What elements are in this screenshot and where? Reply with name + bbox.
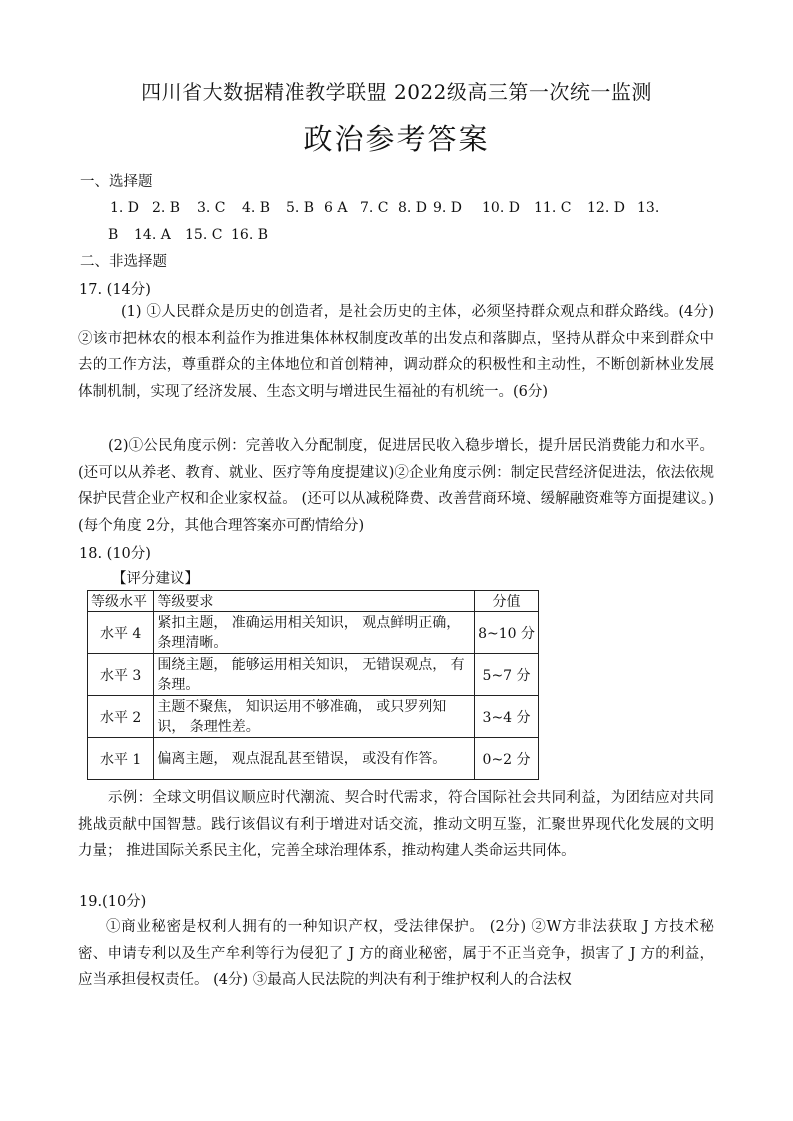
score-cell: 5~7 分 — [475, 654, 539, 696]
requirement-cell: 偏离主题， 观点混乱甚至错误， 或没有作答。 — [154, 738, 475, 780]
answer-item: 16. B — [231, 227, 269, 243]
column-header-level: 等级水平 — [88, 591, 154, 612]
rubric-title: 【评分建议】 — [112, 571, 199, 587]
question-19-text: ①商业秘密是权利人拥有的一种知识产权，受法律保护。 (2分) ②W方非法获取 J 方技术秘密、申请专利以及生产牟利等行为侵犯了 J 方的商业秘密，属于不正当竞争，损害了 J 方的利益，应当承担侵权责任。 (4分) ③最高人民法院的判决有利于维护权利人的合法权 — [78, 919, 714, 988]
score-cell: 8~10 分 — [475, 612, 539, 654]
level-cell: 水平 4 — [88, 612, 154, 654]
answer-item: B — [108, 227, 119, 243]
exam-title: 四川省大数据精准教学联盟 2022级高三第一次统一监测 — [141, 80, 652, 104]
score-cell: 3~4 分 — [475, 696, 539, 738]
table-row — [88, 612, 539, 654]
requirement-cell: 主题不聚焦， 知识运用不够准确， 或只罗列知识， 条理性差。 — [154, 696, 475, 738]
question-18-example: 示例：全球文明倡议顺应时代潮流、契合时代需求，符合国际社会共同利益，为团结应对共同挑战贡献中国智慧。践行该倡议有利于增进对话交流，推动文明互鉴，汇聚世界现代化发展的文明力量； 推进国际关系民主化，完善全球治理体系，推动构建人类命运共同体。 — [78, 790, 714, 859]
table-row — [88, 654, 539, 696]
answer-item: 6 A — [324, 200, 348, 216]
table-header-row — [88, 591, 539, 612]
question-17-part-1: (1) ①人民群众是历史的创造者，是社会历史的主体，必须坚持群众观点和群众路线。(4分) ②该市把林农的根本利益作为推进集体林权制度改革的出发点和落脚点，坚持从群众中来到群众中去的工作方法，尊重群众的主体地位和首创精神，调动群众的积极性和主动性，不断创新林业发展体制机制，实现了经济发展、生态文明与增进民生福祉的有机统一。(6分) — [78, 304, 714, 400]
level-cell: 水平 1 — [88, 738, 154, 780]
table-row — [88, 696, 539, 738]
answer-item: 5. B — [286, 200, 315, 216]
section-heading-nonchoice: 二、非选择题 — [80, 254, 167, 270]
answer-item: 9. D — [433, 200, 463, 216]
answer-item: 7. C — [360, 200, 389, 216]
answer-item: 8. D — [398, 200, 428, 216]
answer-item: 13. — [637, 200, 660, 216]
score-cell: 0~2 分 — [475, 738, 539, 780]
answer-item: 4. B — [242, 200, 271, 216]
column-header-score: 分值 — [475, 591, 539, 612]
scoring-rubric-table — [87, 590, 539, 780]
answer-item: 14. A — [134, 227, 171, 243]
requirement-cell: 紧扣主题， 准确运用相关知识， 观点鲜明正确， 条理清晰。 — [154, 612, 475, 654]
page-title: 政治参考答案 — [303, 122, 490, 156]
level-cell: 水平 2 — [88, 696, 154, 738]
question-17-part-2: (2)①公民角度示例：完善收入分配制度，促进居民收入稳步增长，提升居民消费能力和水平。 (还可以从养老、教育、就业、医疗等角度提建议)②企业角度示例：制定民营经济促进法，依法依规保护民营企业产权和企业家权益。 (还可以从减税降费、改善营商环境、缓解融资难等方面提建议。) (每个角度 2分，其他合理答案亦可酌情给分) — [78, 438, 714, 534]
section-heading-choice: 一、选择题 — [80, 174, 153, 190]
answer-item: 3. C — [197, 200, 226, 216]
question-18-label: 18. (10分) — [79, 546, 151, 562]
answer-item: 2. B — [152, 200, 181, 216]
answer-item: 11. C — [534, 200, 572, 216]
requirement-cell: 围绕主题， 能够运用相关知识， 无错误观点， 有条理。 — [154, 654, 475, 696]
table-row — [88, 738, 539, 780]
level-cell: 水平 3 — [88, 654, 154, 696]
answer-item: 15. C — [185, 227, 223, 243]
answer-item: 12. D — [587, 200, 625, 216]
answer-item: 1. D — [110, 200, 140, 216]
column-header-requirement: 等级要求 — [154, 591, 475, 612]
question-19-label: 19.(10分) — [79, 894, 147, 910]
question-17-label: 17. (14分) — [79, 282, 151, 298]
answer-item: 10. D — [482, 200, 520, 216]
